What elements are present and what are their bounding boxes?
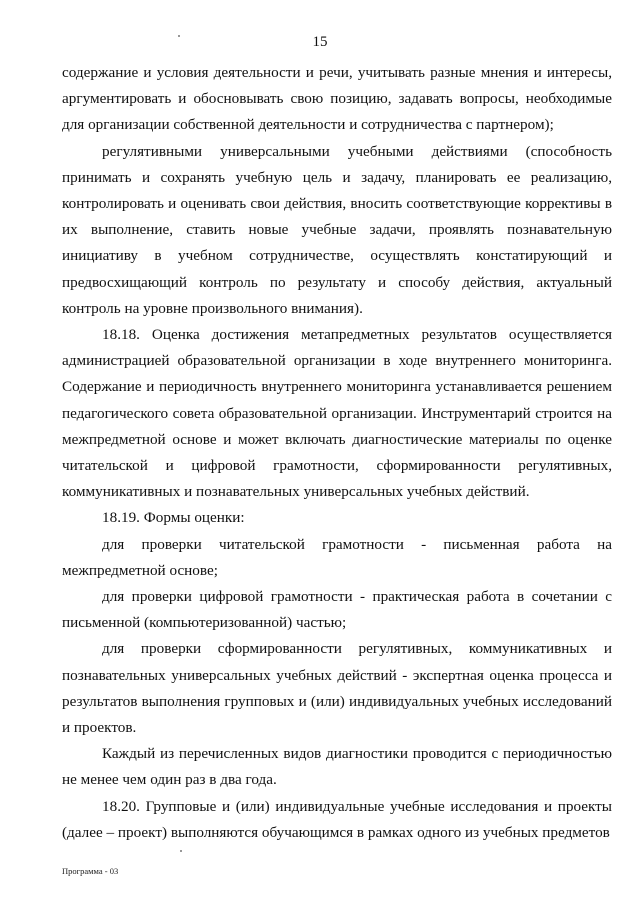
scan-speck (178, 35, 180, 37)
paragraph-18-19-heading: 18.19. Формы оценки: (102, 509, 245, 527)
paragraph-18-20: 18.20. Групповые и (или) индивидуальные учебные исследования и проекты (далее – проект) выполняются обучающимся в рамках одного из учебных предметов (62, 797, 612, 841)
footer-program-label: Программа - 03 (62, 866, 119, 876)
paragraph-digital-literacy: для проверки цифровой грамотности - практическая работа в сочетании с письменной (компьютеризованной) частью; (62, 588, 612, 632)
paragraph-universal-actions: для проверки сформированности регулятивных, коммуникативных и познавательных универсальных учебных действий - экспертная оценка процесса и результатов выполнения групповых и (или) индивидуальных учебных исследований и проектов. (62, 640, 612, 737)
paragraph-regulatory-actions: регулятивными универсальными учебными действиями (способность принимать и сохранять учебную цель и задачу, планировать ее реализацию, контролировать и оценивать свои действия, вносить соответствующие коррективы в их выполнение, ставить новые учебные задачи, проявлять познавательную инициативу в учебном сотрудничестве, осуществлять констатирующий и предвосхищающий контроль по результату и способу действия, актуальный контроль на уровне произвольного внимания). (62, 142, 612, 317)
document-body (62, 60, 612, 846)
page-number: 15 (312, 34, 328, 50)
paragraph-periodicity: Каждый из перечисленных видов диагностики проводится с периодичностью не менее чем один раз в два года. (62, 745, 612, 789)
scan-speck (180, 850, 182, 852)
paragraph-18-18: 18.18. Оценка достижения метапредметных результатов осуществляется администрацией образовательной организации в ходе внутреннего мониторинга. Содержание и периодичность внутреннего мониторинга устанавливается решением педагогического совета образовательной организации. Инструментарий строится на межпредметной основе и может включать диагностические материалы по оценке читательской и цифровой грамотности, сформированности регулятивных, коммуникативных и познавательных универсальных учебных действий. (62, 326, 612, 501)
paragraph-reading-literacy: для проверки читательской грамотности - письменная работа на межпредметной основе; (62, 535, 612, 579)
paragraph-communicative-continuation: содержание и условия деятельности и речи, учитывать разные мнения и интересы, аргументировать и обосновывать свою позицию, задавать вопросы, необходимые для организации собственной деятельности и сотрудничества с партнером); (62, 64, 612, 134)
